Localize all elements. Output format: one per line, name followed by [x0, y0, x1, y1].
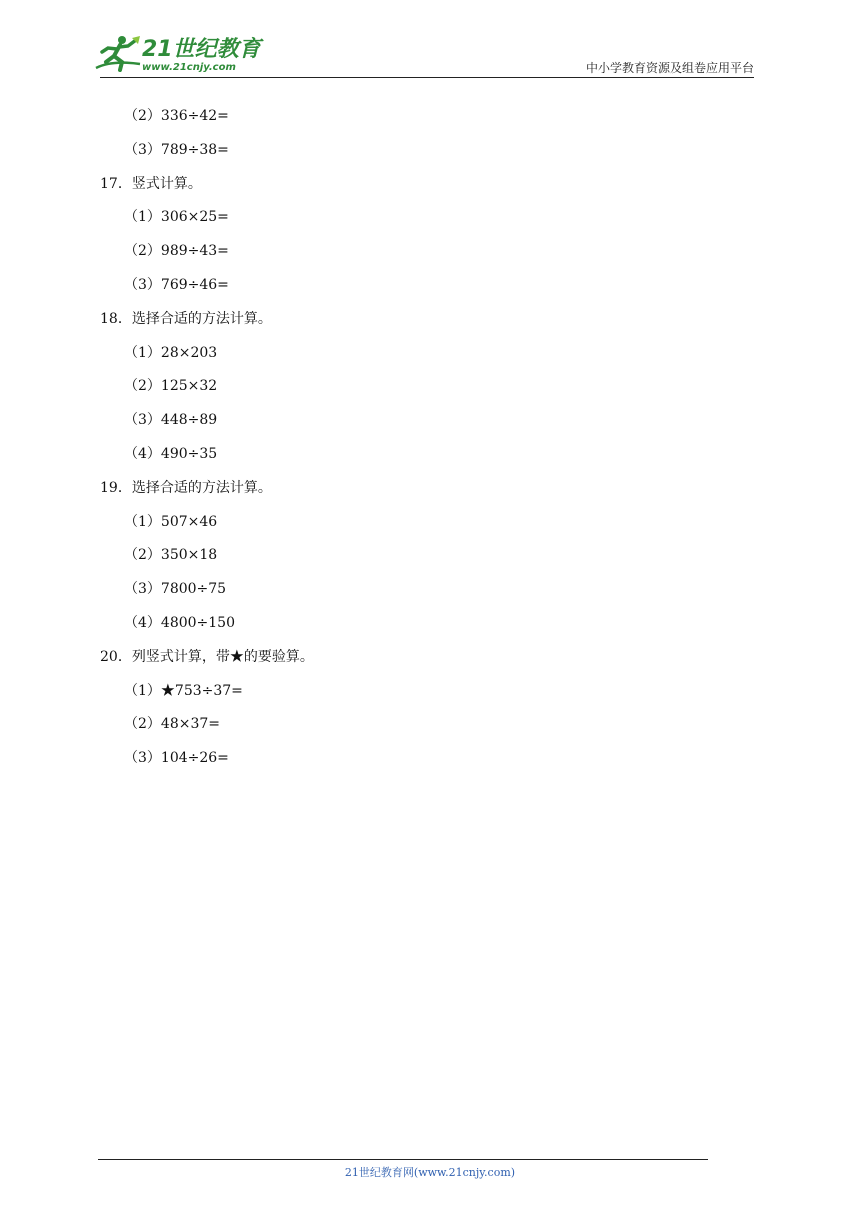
sub-problem: （1）507×46 — [124, 514, 218, 530]
sub-problem: （1）★753÷37= — [124, 683, 243, 699]
sub-problem: （3）7800÷75 — [124, 581, 227, 597]
logo-url-text: www.21cnjy.com — [142, 62, 236, 73]
sub-problem: （2）336÷42= — [124, 108, 229, 124]
sub-problem: （1）306×25= — [124, 209, 229, 225]
sub-problem: （3）448÷89 — [124, 412, 218, 428]
question-heading: 20．列竖式计算，带★的要验算。 — [100, 649, 314, 665]
logo-brand-text: 21世纪教育 — [142, 37, 261, 62]
footer-divider — [98, 1159, 708, 1160]
page-header — [0, 0, 860, 80]
sub-problem: （4）490÷35 — [124, 446, 218, 462]
footer-source: 21世纪教育网(www.21cnjy.com) — [344, 1166, 516, 1179]
sub-problem: （2）350×18 — [124, 547, 218, 563]
sub-problem: （4）4800÷150 — [124, 615, 235, 631]
sub-problem: （2）48×37= — [124, 716, 220, 732]
question-heading: 18．选择合适的方法计算。 — [100, 311, 272, 327]
sub-problem: （2）125×32 — [124, 378, 218, 394]
header-divider — [100, 77, 754, 78]
sub-problem: （2）989÷43= — [124, 243, 229, 259]
sub-problem: （3）769÷46= — [124, 277, 229, 293]
question-heading: 19．选择合适的方法计算。 — [100, 480, 272, 496]
site-logo — [92, 34, 262, 78]
runner-logo-icon — [92, 34, 142, 78]
question-heading: 17．竖式计算。 — [100, 176, 202, 192]
sub-problem: （1）28×203 — [124, 345, 218, 361]
sub-problem: （3）789÷38= — [124, 142, 229, 158]
platform-title: 中小学教育资源及组卷应用平台 — [585, 61, 754, 75]
sub-problem: （3）104÷26= — [124, 750, 229, 766]
